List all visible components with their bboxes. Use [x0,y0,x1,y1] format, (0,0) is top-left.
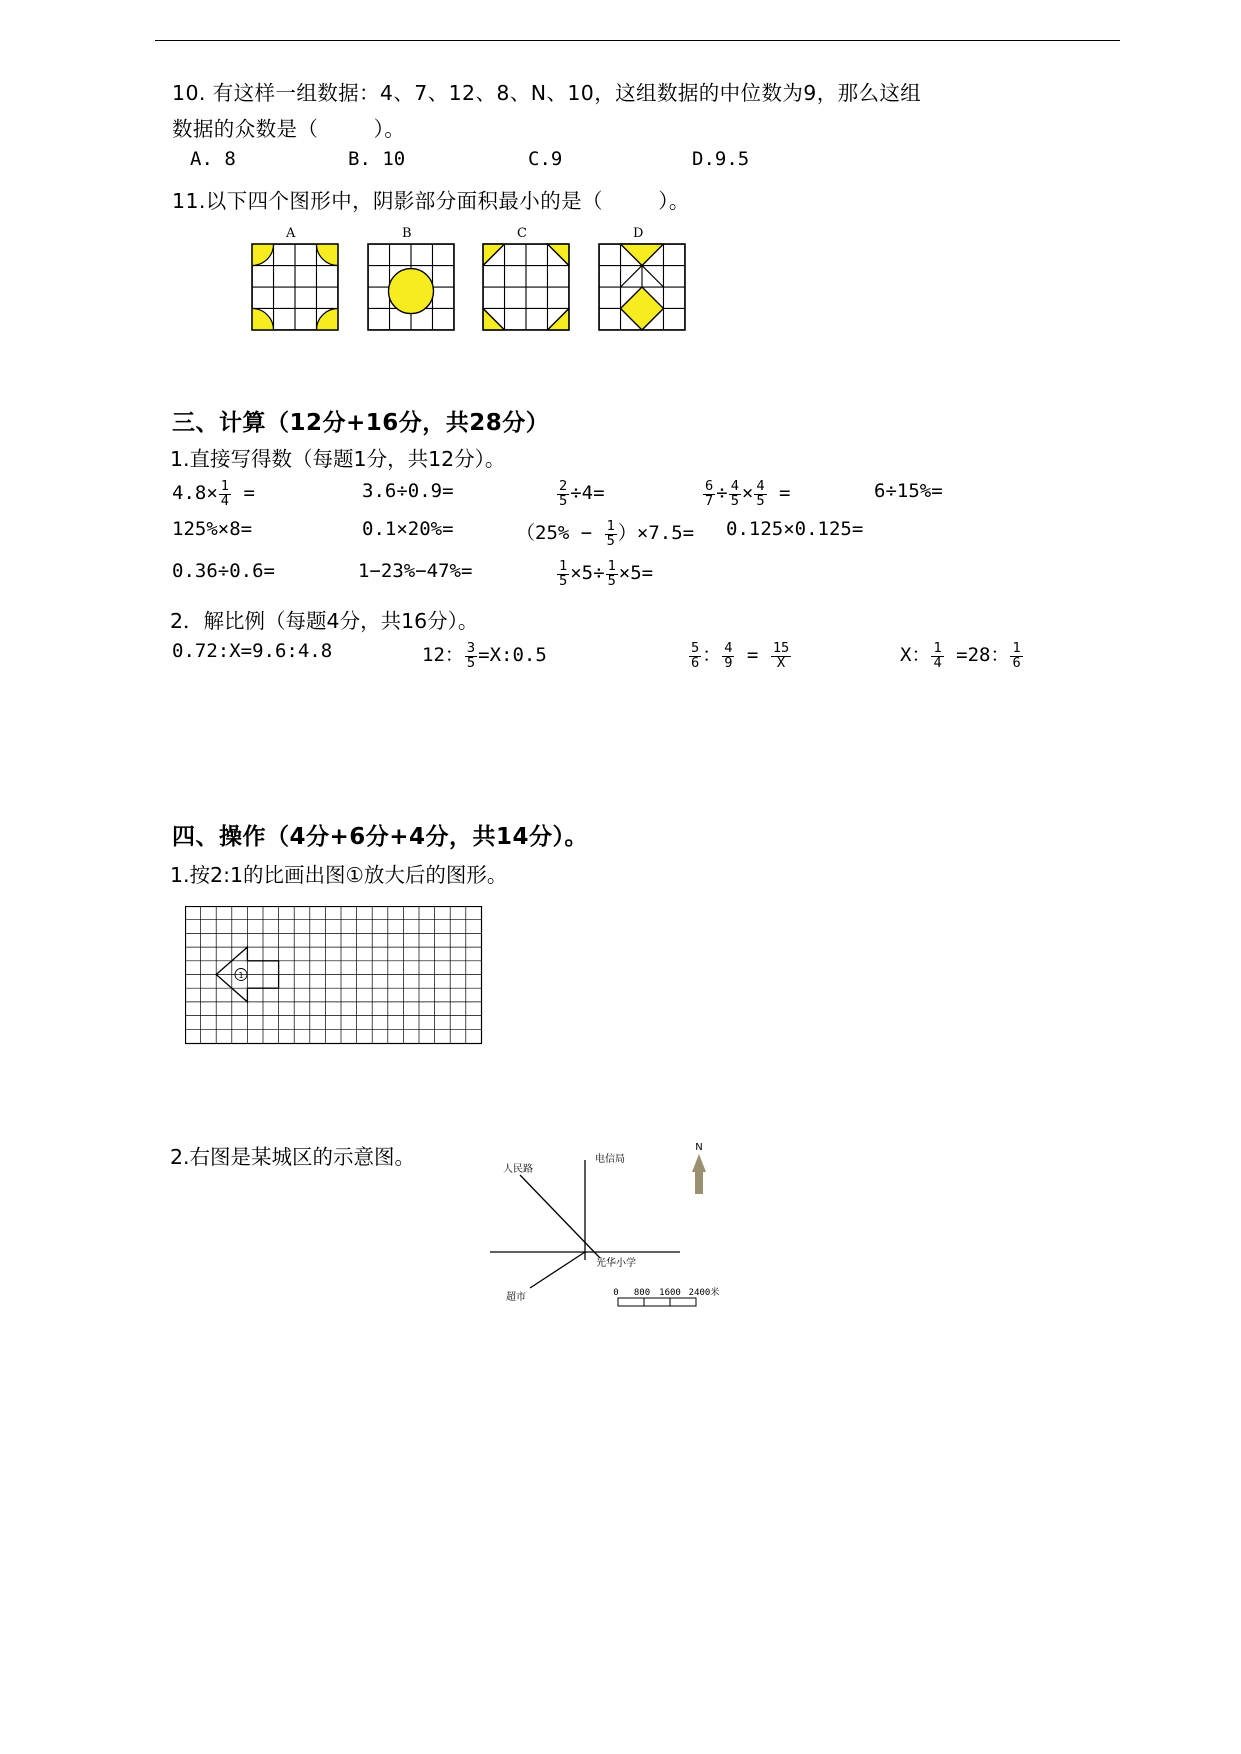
figure-d [597,228,687,332]
proportion-4: X： $\frac{1}{4}$ =28： $\frac{1}{6}$ [900,639,1021,671]
figure-a [250,228,340,332]
question-10-line2: 数据的众数是（ ）。 [172,117,406,141]
map-label-north: N [695,1142,703,1153]
calc-row1-item1: 4.8× $\frac{1}{4}$ = [172,478,255,509]
question-11-text: 11.以下四个图形中，阴影部分面积最小的是（ ）。 [172,189,690,213]
calc-row1-item3: $\frac{2}{5}$ ÷4= [559,478,605,509]
map-scale-tick-3: 2400米 [688,1288,720,1298]
section-4-item1: 1.按2:1的比画出图①放大后的图形。 [170,863,508,887]
figure-b-label: B [402,226,412,241]
question-10-line1: 10. 有这样一组数据：4、7、12、8、N、10，这组数据的中位数为9，那么这组 [172,81,922,105]
option-d[interactable]: D.9.5 [692,148,750,170]
calc-row2-item1: 125%×8= [172,518,253,540]
header-rule [155,40,1120,41]
map-label-road: 人民路 [503,1164,533,1175]
figure-c-label: C [517,226,527,241]
enlarge-grid-figure [185,906,485,1046]
option-b[interactable]: B. 10 [348,148,406,170]
section-4-heading: 四、操作（4分+6分+4分，共14分）。 [172,824,589,850]
city-map-figure [470,1140,760,1320]
section-3-part1-title: 1.直接写得数（每题1分，共12分）。 [170,447,506,471]
figure-c [481,228,571,332]
map-scale-tick-2: 1600 [659,1288,681,1298]
option-c[interactable]: C.9 [528,148,563,170]
map-scale-tick-0: 0 [613,1288,619,1298]
calc-row1-item2: 3.6÷0.9= [362,480,454,502]
calc-row1-item5: 6÷15%= [874,480,943,502]
map-label-telecom: 电信局 [595,1154,625,1165]
section-4-item2: 2.右图是某城区的示意图。 [170,1145,416,1169]
figure-b [366,228,456,332]
proportion-3: $\frac{5}{6}$ ： $\frac{4}{9}$ = $\frac{15}{X}$ [691,639,790,671]
map-scale-bar [613,1286,719,1306]
calc-row2-item4: 0.125×0.125= [726,518,864,540]
figure-a-label: A [286,226,296,241]
proportion-2: 12： $\frac{3}{5}$ =X:0.5 [422,639,547,671]
map-label-school: 光华小学 [596,1258,636,1269]
calc-row3-item1: 0.36÷0.6= [172,560,275,582]
option-a[interactable]: A. 8 [190,148,236,170]
calc-row2-item2: 0.1×20%= [362,518,454,540]
map-label-market: 超市 [506,1292,526,1303]
calc-row1-item4: $\frac{6}{7}$ ÷ $\frac{4}{5}$ × $\frac{4}{5}$ = [705,478,791,509]
svg-text:1: 1 [238,971,244,980]
map-scale-tick-1: 800 [633,1288,651,1298]
calc-row3-item2: 1−23%−47%= [358,560,473,582]
proportion-1: 0.72:X=9.6:4.8 [172,640,333,662]
figure-d-label: D [633,226,644,241]
section-3-part2-title: 2．解比例（每题4分，共16分）。 [170,609,479,633]
calc-row2-item3: （25% − $\frac{1}{5}$ ）×7.5= [516,517,695,549]
section-3-heading: 三、计算（12分+16分，共28分） [172,410,550,436]
calc-row3-item3: $\frac{1}{5}$ ×5÷ $\frac{1}{5}$ ×5= [559,558,654,589]
